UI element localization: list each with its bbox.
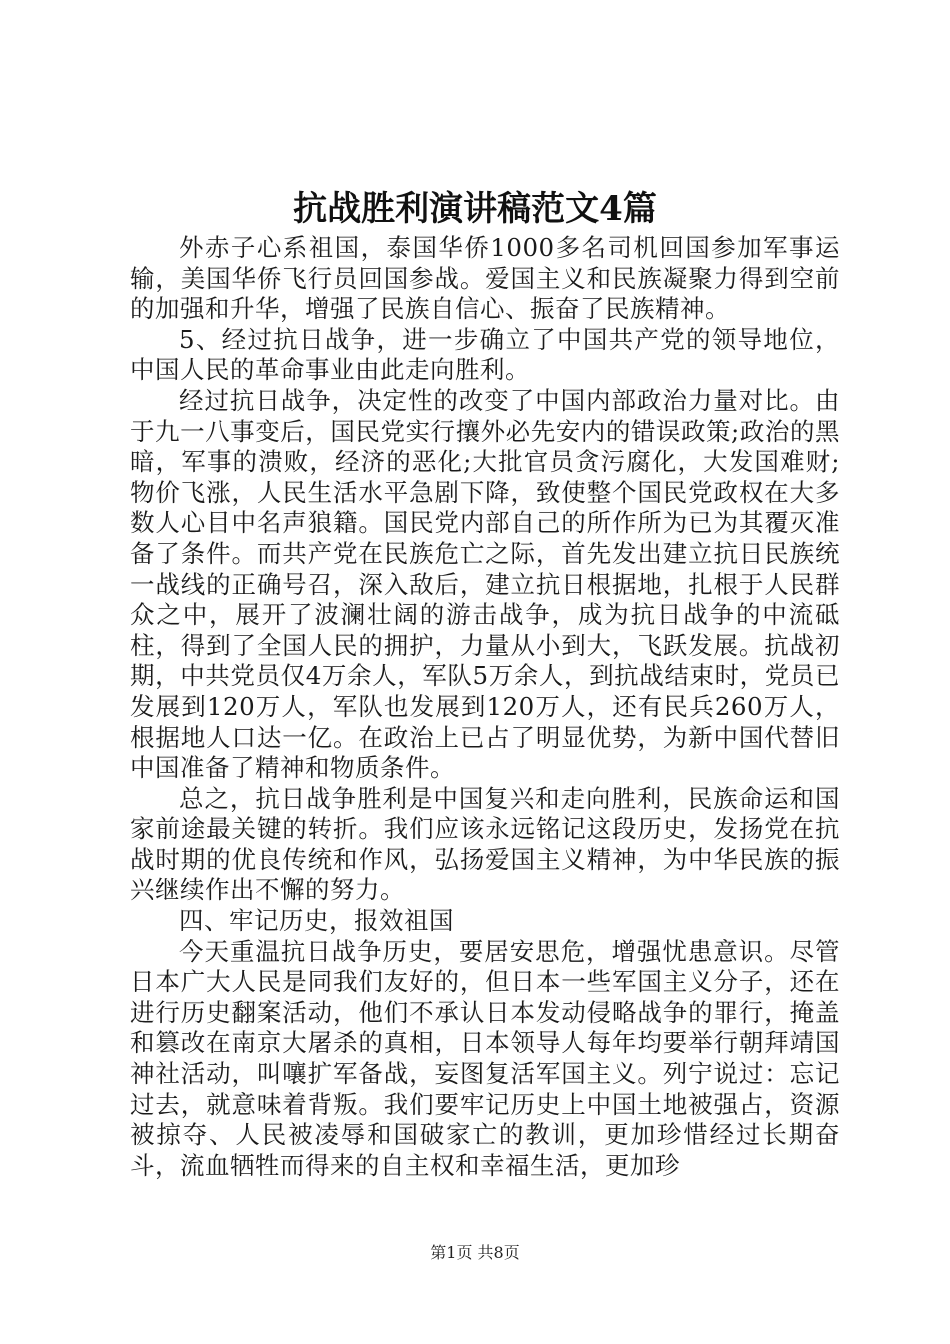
paragraph: 外赤子心系祖国，泰国华侨1000多名司机回国参加军事运输，美国华侨飞行员回国参战。爱国主义和民族凝聚力得到空前的加强和升华，增强了民族自信心、振奋了民族精神。 <box>130 233 840 324</box>
paragraph: 总之，抗日战争胜利是中国复兴和走向胜利，民族命运和国家前途最关键的转折。我们应该永远铭记这段历史，发扬党在抗战时期的优良传统和作风，弘扬爱国主义精神，为中华民族的振兴继续作出不懈的努力。 <box>130 783 840 905</box>
document-title: 抗战胜利演讲稿范文4篇 <box>293 189 657 229</box>
section-heading: 四、牢记历史，报效祖国 <box>179 906 454 936</box>
document-body <box>130 233 840 1181</box>
page-number: 第1页 共8页 <box>430 1243 520 1262</box>
paragraph: 5、经过抗日战争，进一步确立了中国共产党的领导地位，中国人民的革命事业由此走向胜利。 <box>130 324 840 385</box>
paragraph: 今天重温抗日战争历史，要居安思危，增强忧患意识。尽管日本广大人民是同我们友好的，但日本一些军国主义分子，还在进行历史翻案活动，他们不承认日本发动侵略战争的罪行，掩盖和篡改在南京大屠杀的真相，日本领导人每年均要举行朝拜靖国神社活动，叫嚷扩军备战，妄图复活军国主义。列宁说过：忘记过去，就意味着背叛。我们要牢记历史上中国土地被强占，资源被掠夺、人民被凌辱和国破家亡的教训，更加珍惜经过长期奋斗，流血牺牲而得来的自主权和幸福生活，更加珍 <box>130 936 840 1180</box>
paragraph: 经过抗日战争，决定性的改变了中国内部政治力量对比。由于九一八事变后，国民党实行攘外必先安内的错误政策;政治的黑暗，军事的溃败，经济的恶化;大批官员贪污腐化，大发国难财;物价飞涨，人民生活水平急剧下降，致使整个国民党政权在大多数人心目中名声狼籍。国民党内部自己的所作所为已为其覆灭准备了条件。而共产党在民族危亡之际，首先发出建立抗日民族统一战线的正确号召，深入敌后，建立抗日根据地，扎根于人民群众之中，展开了波澜壮阔的游击战争，成为抗日战争的中流砥柱，得到了全国人民的拥护，力量从小到大，飞跃发展。抗战初期，中共党员仅4万余人，军队5万余人，到抗战结束时，党员已发展到120万人，军队也发展到120万人，还有民兵260万人，根据地人口达一亿。在政治上已占了明显优势，为新中国代替旧中国准备了精神和物质条件。 <box>130 385 840 783</box>
